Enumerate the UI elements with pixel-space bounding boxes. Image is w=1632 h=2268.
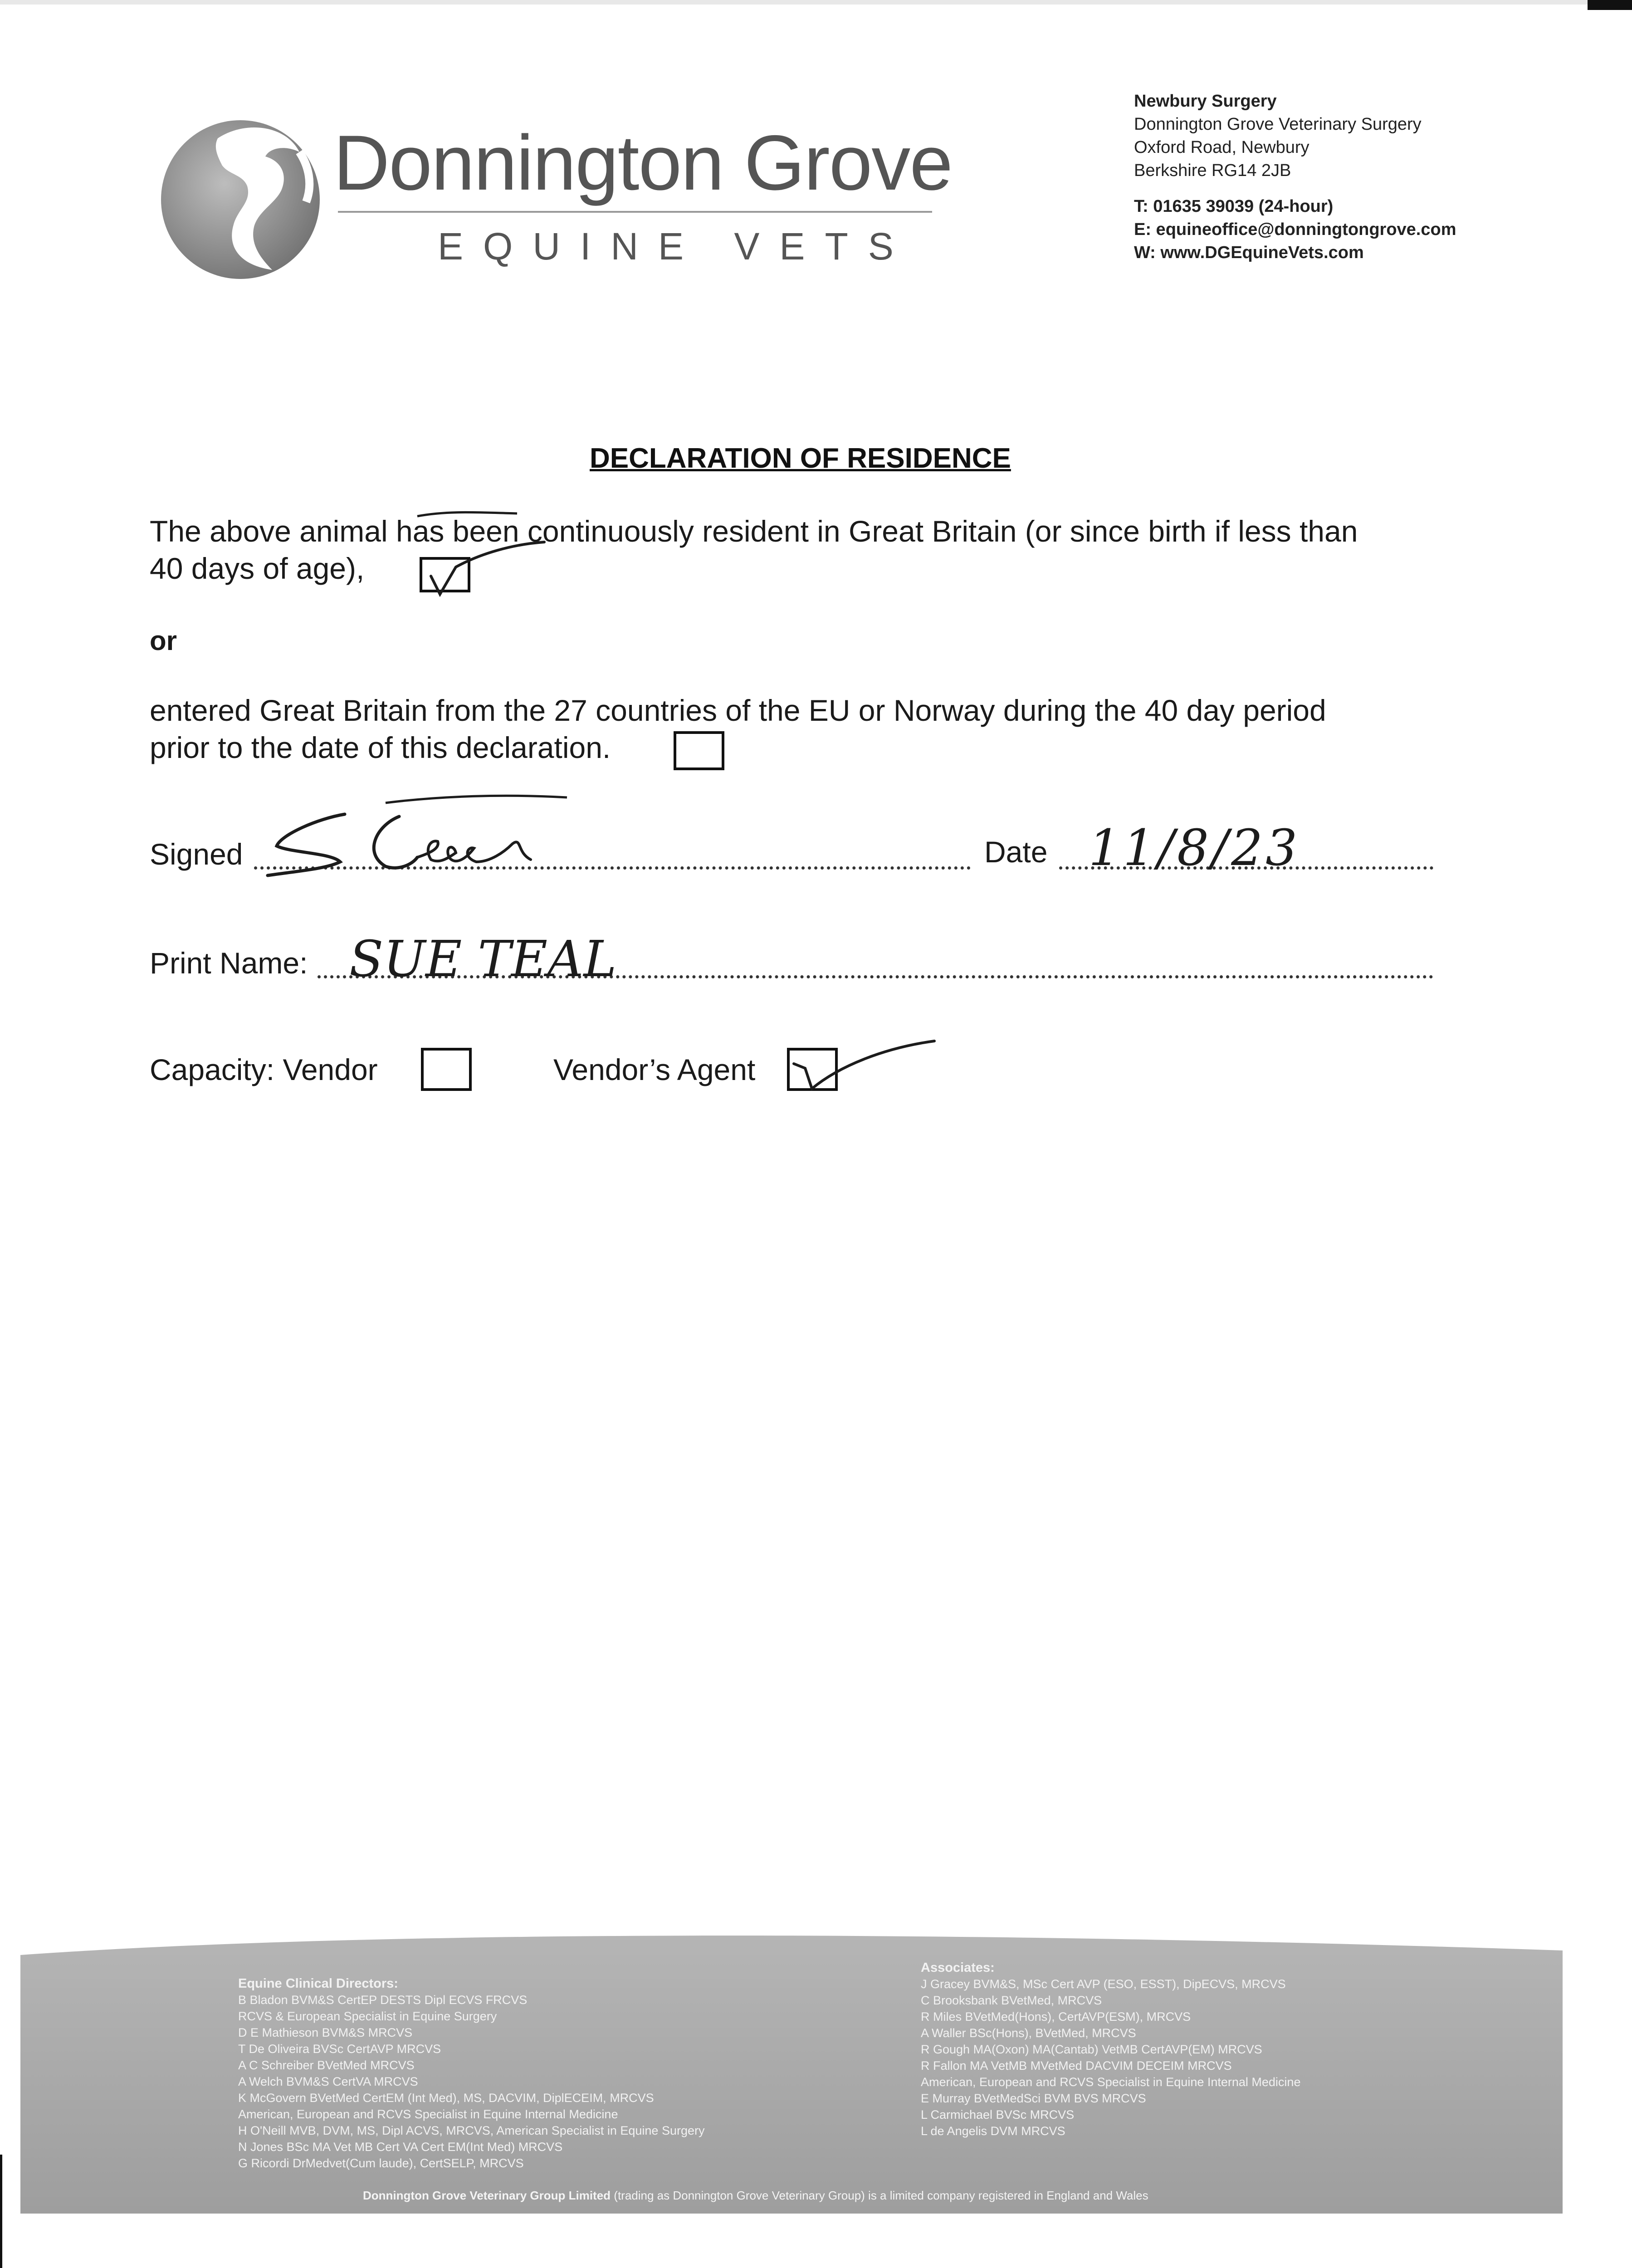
associate-line: L Carmichael BVSc MRCVS (921, 2108, 1075, 2121)
address-line-3: Oxford Road, Newbury (1134, 138, 1310, 157)
brand-subtitle: EQUINE VETS (438, 225, 914, 268)
resident-statement-line-1: The above animal has been continuously resident in Great Britain (or since birth if less than (150, 514, 1358, 548)
associate-line: C Brooksbank BVetMed, MRCVS (921, 1994, 1102, 2007)
director-line: RCVS & European Specialist in Equine Surgery (238, 2009, 497, 2023)
resident-statement (150, 513, 1358, 587)
vendors-agent-label: Vendor’s Agent (553, 1053, 756, 1086)
associate-line: J Gracey BVM&S, MSc Cert AVP (ESO, ESST), DipECVS, MRCVS (921, 1977, 1286, 1991)
company-registration (363, 2189, 1148, 2203)
associate-line: R Miles BVetMed(Hons), CertAVP(ESM), MRCVS (921, 2010, 1191, 2024)
scan-edge-corner (1588, 0, 1632, 10)
document-title: DECLARATION OF RESIDENCE (590, 443, 1011, 474)
director-line: B Bladon BVM&S CertEP DESTS Dipl ECVS FRCVS (238, 1993, 528, 2007)
resident-statement-line-2: 40 days of age), (150, 552, 365, 585)
address-line-1: Newbury Surgery (1134, 92, 1277, 111)
director-line: G Ricordi DrMedvet(Cum laude), CertSELP, MRCVS (238, 2156, 524, 2170)
associates-heading: Associates: (921, 1960, 995, 1975)
director-line: K McGovern BVetMed CertEM (Int Med), MS, DACVIM, DiplECEIM, MRCVS (238, 2091, 654, 2105)
handwritten-signature (249, 785, 612, 880)
director-line: A Welch BVM&S CertVA MRCVS (238, 2075, 418, 2088)
agent-checkmark-icon (785, 1030, 943, 1093)
entered-statement-line-1: entered Great Britain from the 27 countries of the EU or Norway during the 40 day period (150, 694, 1326, 727)
address-phone: T: 01635 39039 (24-hour) (1134, 197, 1334, 216)
brand-name: Donnington Grove (333, 119, 952, 206)
associate-line: R Fallon MA VetMB MVetMed DACVIM DECEIM MRCVS (921, 2059, 1232, 2072)
director-line: N Jones BSc MA Vet MB Cert VA Cert EM(Int Med) MRCVS (238, 2140, 563, 2154)
surgery-address (1134, 90, 1456, 264)
entered-checkbox[interactable] (674, 731, 724, 770)
clinical-directors-list (238, 1975, 704, 2171)
associate-line: A Waller BSc(Hons), BVetMed, MRCVS (921, 2026, 1136, 2040)
signed-label: Signed (150, 837, 243, 871)
resident-checkmark-icon (408, 503, 599, 608)
director-line: A C Schreiber BVetMed MRCVS (238, 2058, 415, 2072)
associate-line: R Gough MA(Oxon) MA(Cantab) VetMB CertAVP(EM) MRCVS (921, 2043, 1262, 2056)
brand-divider (338, 211, 932, 213)
director-line: D E Mathieson BVM&S MRCVS (238, 2026, 413, 2039)
entered-statement-line-2: prior to the date of this declaration. (150, 731, 611, 764)
print-name-value: SUE TEAL (349, 930, 617, 988)
associate-line: L de Angelis DVM MRCVS (921, 2124, 1065, 2138)
address-web: W: www.DGEquineVets.com (1134, 243, 1364, 262)
associates-list (921, 1960, 1300, 2139)
company-name: Donnington Grove Veterinary Group Limited (363, 2189, 611, 2202)
vendor-checkbox[interactable] (421, 1048, 472, 1091)
print-name-label: Print Name: (150, 946, 308, 980)
director-line: H O'Neill MVB, DVM, MS, Dipl ACVS, MRCVS, American Specialist in Equine Surgery (238, 2124, 705, 2137)
associate-line: American, European and RCVS Specialist in Equine Internal Medicine (921, 2075, 1301, 2089)
company-details: (trading as Donnington Grove Veterinary Group) is a limited company registered in England and Wales (614, 2189, 1148, 2202)
entered-statement (150, 692, 1326, 766)
associate-line: E Murray BVetMedSci BVM BVS MRCVS (921, 2092, 1146, 2105)
scan-edge-top (0, 0, 1632, 5)
address-line-2: Donnington Grove Veterinary Surgery (1134, 115, 1422, 134)
or-separator: or (150, 626, 177, 656)
scan-edge-left (0, 2155, 2, 2268)
date-label: Date (984, 835, 1048, 869)
horse-logo-icon (150, 107, 331, 288)
date-value: 11/8/23 (1089, 819, 1300, 877)
address-line-4: Berkshire RG14 2JB (1134, 161, 1291, 180)
director-line: American, European and RCVS Specialist in Equine Internal Medicine (238, 2107, 618, 2121)
capacity-vendor-label: Capacity: Vendor (150, 1053, 378, 1086)
directors-heading: Equine Clinical Directors: (238, 1976, 398, 1991)
address-email: E: equineoffice@donningtongrove.com (1134, 220, 1456, 239)
director-line: T De Oliveira BVSc CertAVP MRCVS (238, 2042, 441, 2056)
